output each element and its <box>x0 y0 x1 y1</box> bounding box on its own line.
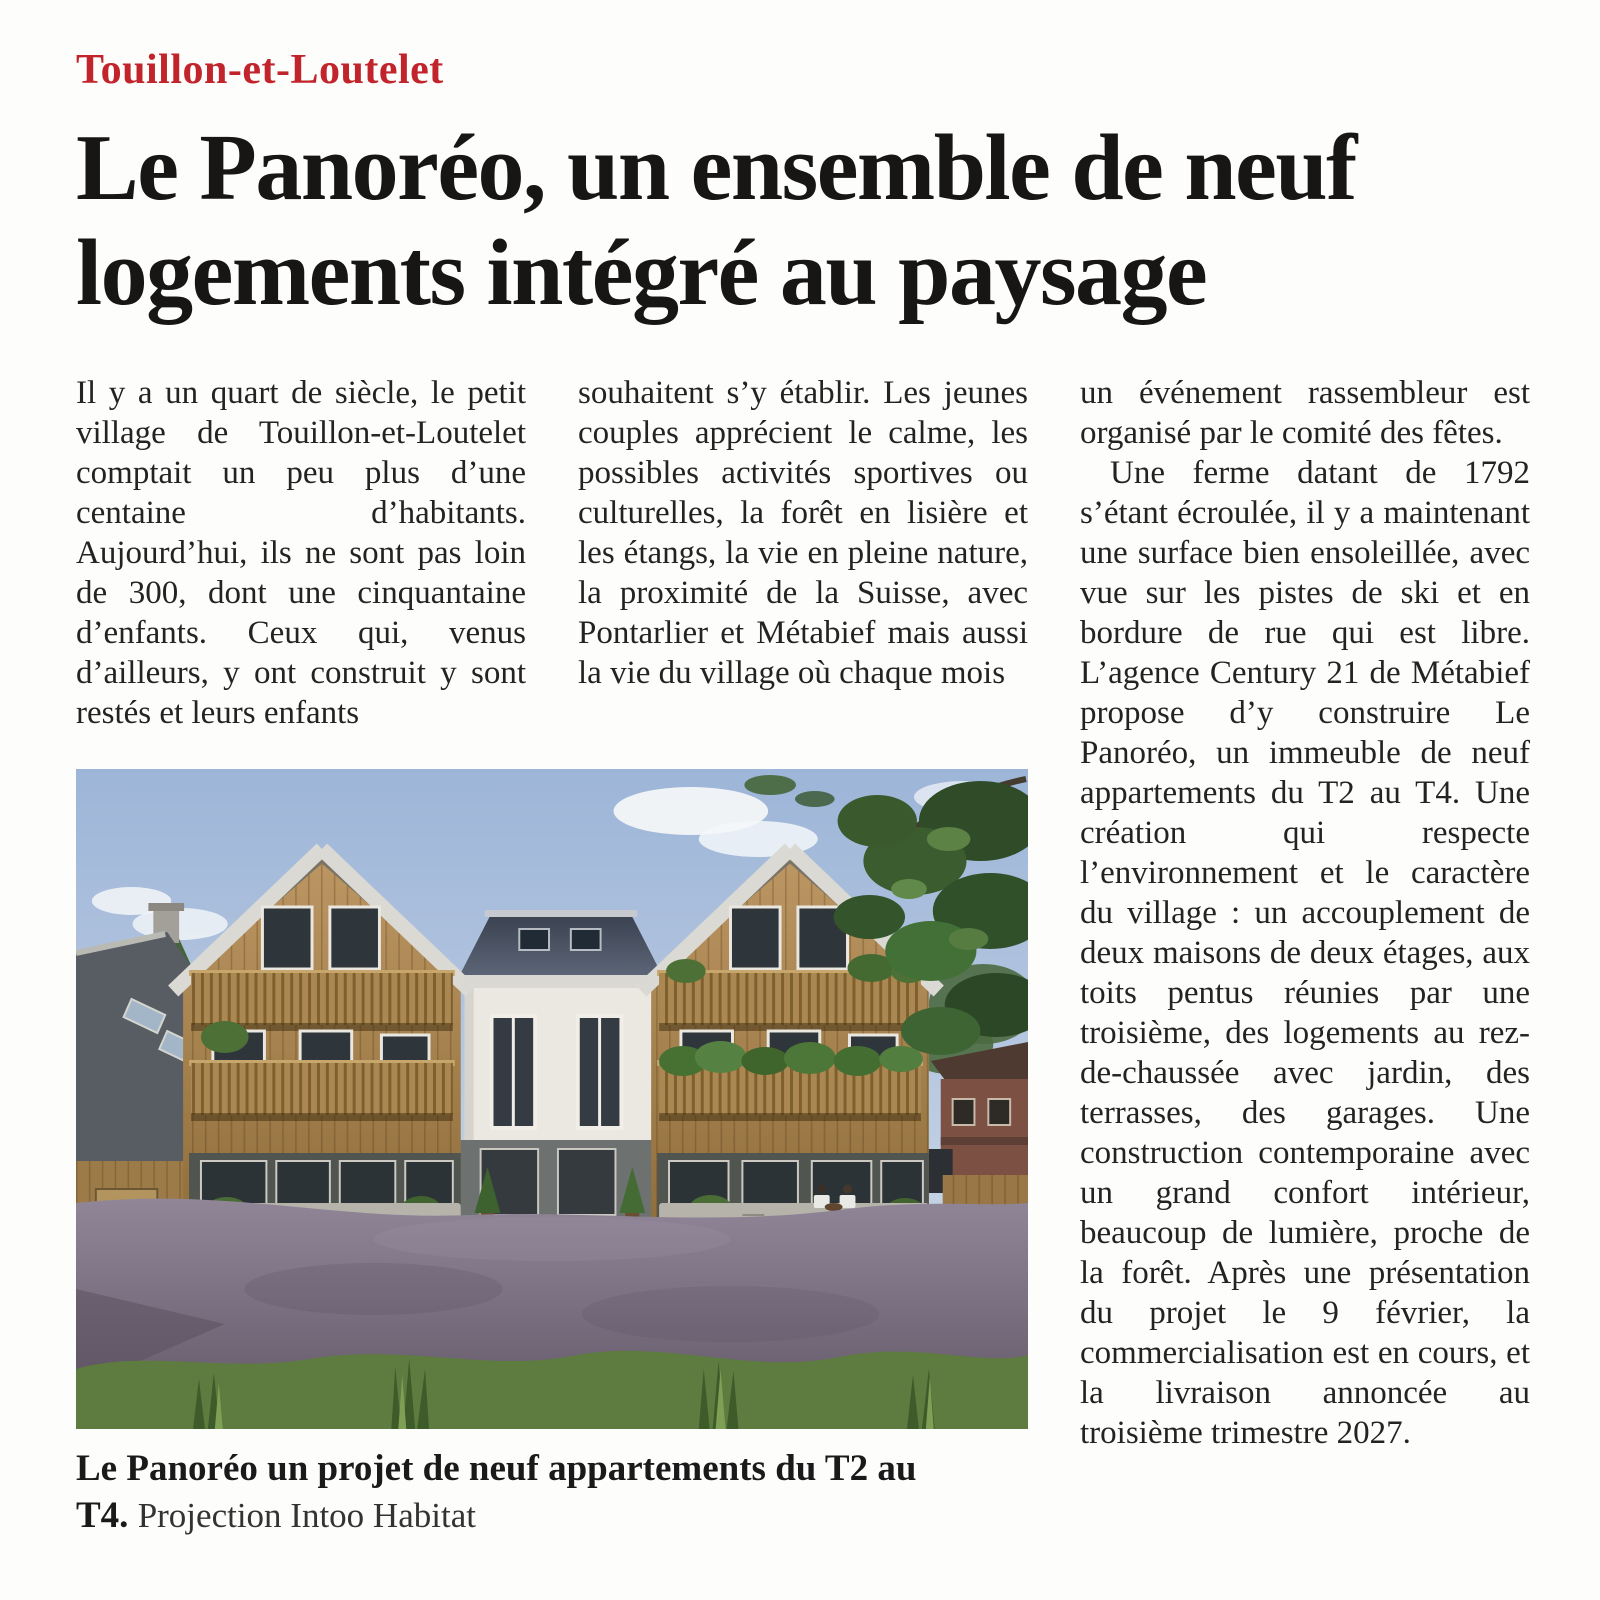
article-body <box>76 373 1530 1539</box>
body-paragraph-2: Une ferme datant de 1792 s’étant écroulée, il y a maintenant une surface bien ensoleillée, avec vue sur les pistes de ski et en bordure de rue qui est libre. L’agence Century 21 de Métabief propose d’y construire Le Panoréo, un immeuble de neuf appartements du T2 au T4. Une création qui respecte l’environnement et le caractère du village : un accouplement de deux maisons de deux étages, aux toits pentus réunies par une troisième, des logements au rez-de-chaussée avec jardin, des terrasses, des garages. Une construction contemporaine avec un grand confort intérieur, beaucoup de lumière, proche de la forêt. Après une présentation du projet le 9 février, la commercialisation est en cours, et la livraison annoncée au troisième trimestre 2027. <box>1080 454 1530 1451</box>
body-paragraph-1: un événement rassembleur est organisé par le comité des fêtes. <box>1080 374 1530 451</box>
headline: Le Panoréo, un ensemble de neuf logements intégré au paysage <box>76 116 1356 326</box>
caption-credit: Projection Intoo Habitat <box>137 1495 476 1535</box>
photo-caption <box>76 1445 936 1539</box>
caption-text: Le Panoréo un projet de neuf appartements du T2 au T4. <box>76 1447 917 1536</box>
building-rendering-illustration <box>76 769 1028 1429</box>
body-column-3 <box>1080 373 1530 1539</box>
article-photo <box>76 769 1028 1429</box>
kicker: Touillon-et-Loutelet <box>76 47 444 93</box>
body-column-2: souhaitent s’y établir. Les jeunes couples apprécient le calme, les possibles activités sportives ou culturelles, la forêt en lisière et les étangs, la vie en pleine nature, la proximité de la Suisse, avec Pontarlier et Métabief mais aussi la vie du village où chaque mois <box>578 374 1028 691</box>
body-column-1: Il y a un quart de siècle, le petit village de Touillon-et-Loutelet comptait un peu plus d’une centaine d’habitants. Aujourd’hui, ils ne sont pas loin de 300, dont une cinquantaine d’enfants. Ceux qui, venus d’ailleurs, y ont construit y sont restés et leurs enfants <box>76 374 526 731</box>
